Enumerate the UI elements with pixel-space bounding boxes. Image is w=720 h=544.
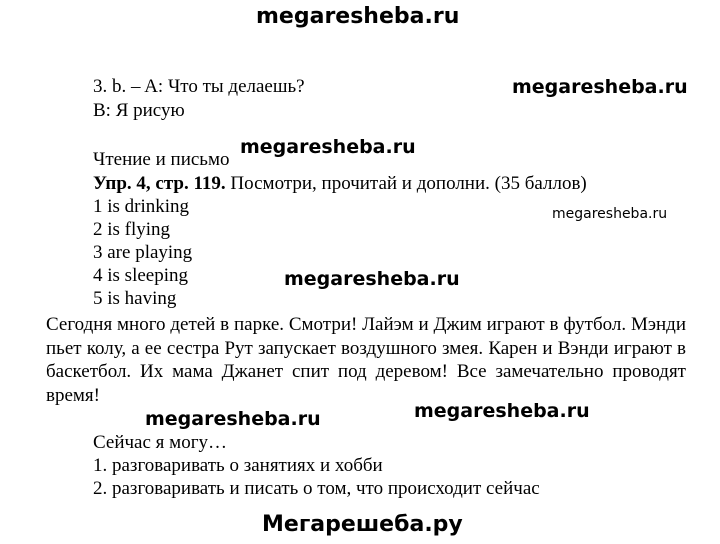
dialogue-line-a: 3. b. – A: Что ты делаешь? [93,76,305,97]
section-title: Чтение и письмо [93,149,230,170]
can-do-item-2: 2. разговаривать и писать о том, что происходит сейчас [93,478,540,499]
watermark-middle: megaresheba.ru [284,268,460,290]
dialogue-line-b: B: Я рисую [93,100,185,121]
watermark-small: megaresheba.ru [552,206,668,222]
answer-2: 2 is flying [93,219,171,240]
answer-5: 5 is having [93,288,177,309]
watermark-right: megaresheba.ru [512,76,688,98]
exercise-heading [93,172,587,195]
completed-text-paragraph: Сегодня много детей в парке. Смотри! Лайэм и Джим играют в футбол. Мэнди пьет колу, а ее сестра Рут запускает воздушного змея. Карен и Вэнди играют в баскетбол. Их мама Джанет спит под деревом! Все замечательно проводят время! [46,314,686,406]
watermark-heading: megaresheba.ru [240,136,416,158]
answer-1: 1 is drinking [93,196,190,217]
exercise-label: Упр. 4, стр. 119. [93,173,226,194]
can-do-item-1: 1. разговаривать о занятиях и хобби [93,455,383,476]
exercise-instruction: Посмотри, прочитай и дополни. (35 баллов) [230,173,587,194]
watermark-lower-left: megaresheba.ru [145,408,321,430]
watermark-top: megaresheba.ru [256,4,460,29]
answer-4: 4 is sleeping [93,265,188,286]
answer-3: 3 are playing [93,242,193,263]
watermark-bottom: Мегарешеба.ру [262,512,463,537]
watermark-lower-right: megaresheba.ru [414,400,590,422]
can-do-title: Сейчас я могу… [93,432,227,453]
